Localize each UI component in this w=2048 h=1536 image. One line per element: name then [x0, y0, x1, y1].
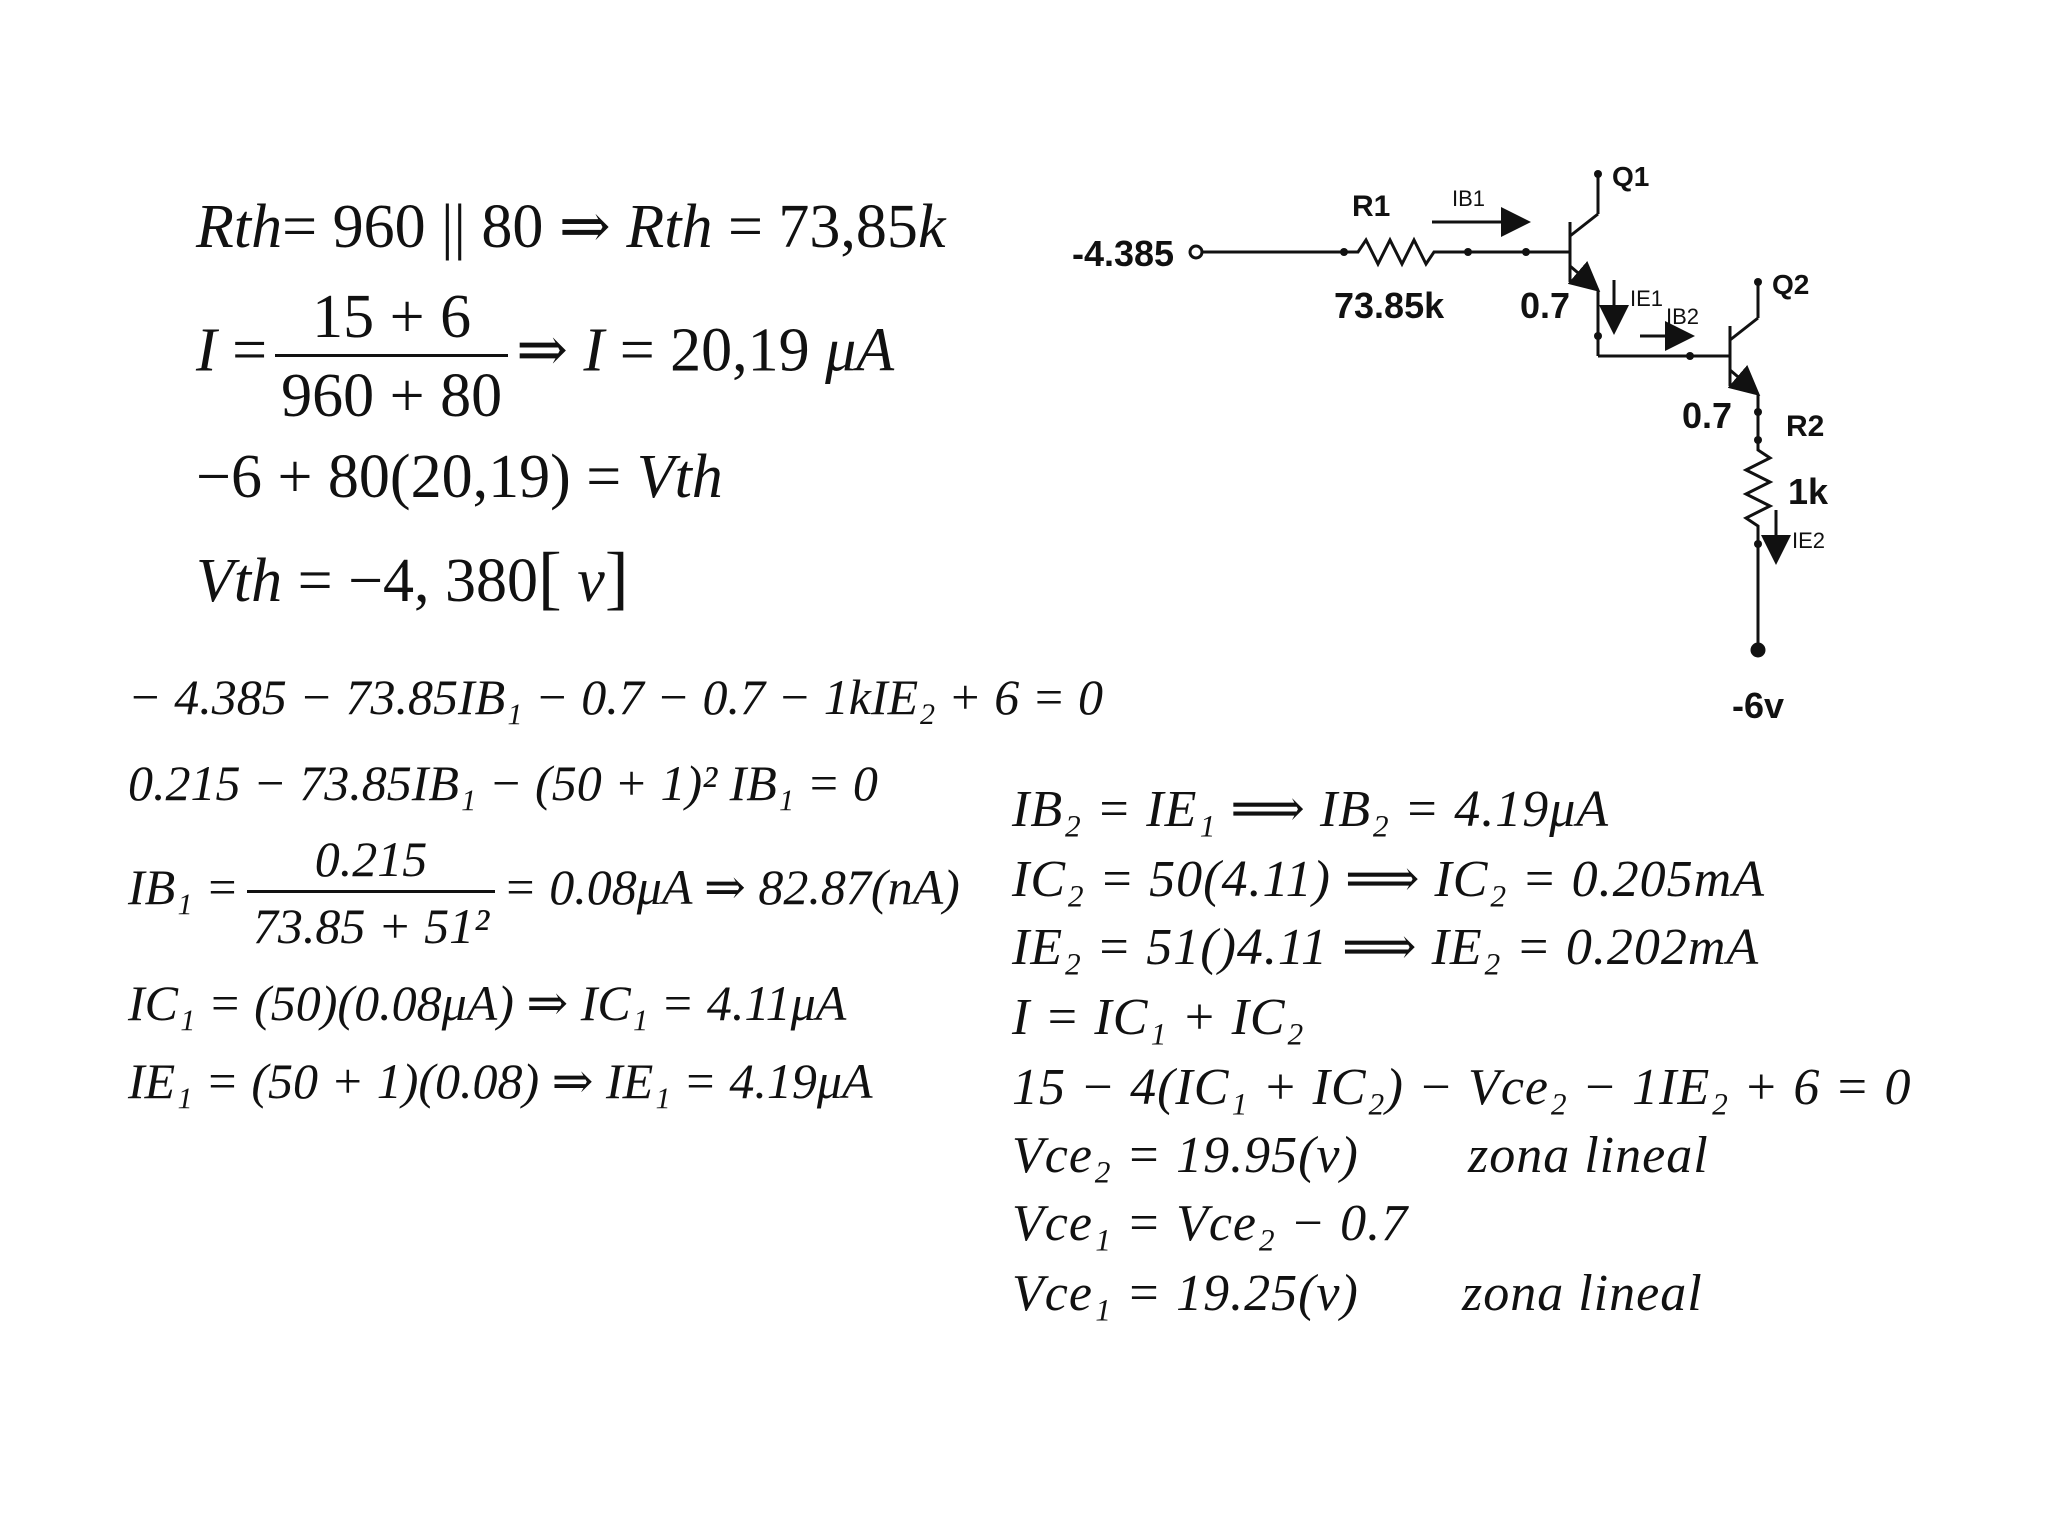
q1-emitter [1570, 266, 1598, 290]
zone-note-q2: zona lineal [1468, 1127, 1709, 1184]
kvl-expr: −6 + 80(20,19) = [196, 443, 637, 511]
r1-resistor [1344, 240, 1468, 264]
total-current-equation: I = IC₁ + IC₂ [1012, 989, 1305, 1046]
ib1-result: = 0.08μA ⇒ 82.87(nA) [503, 858, 960, 915]
vbe2-label: 0.7 [1682, 395, 1733, 436]
vce1-relation-equation: Vce₁ = Vce₂ − 0.7 [1012, 1195, 1409, 1252]
rth-unit: k [917, 193, 946, 261]
input-voltage-label: -4.385 [1072, 233, 1175, 274]
substitution-equation: 0.215 − 73.85IB₁ − (50 + 1)² IB₁ = 0 [128, 755, 878, 811]
ib1-label: IB1 [1452, 186, 1486, 211]
q2-emitter [1730, 370, 1758, 394]
ib1-numerator: 0.215 [247, 834, 495, 893]
current-unit: μA [825, 316, 895, 385]
collector-loop-equation: 15 − 4(IC₁ + IC₂) − Vce₂ − 1IE₂ + 6 = 0 [1012, 1059, 1912, 1116]
ib1-lhs: IB₁ = [128, 858, 239, 915]
current-denominator: 960 + 80 [281, 362, 503, 430]
current-lhs2: I [583, 316, 605, 385]
r1-name-label: R1 [1352, 190, 1391, 223]
ie1-label: IE1 [1630, 286, 1664, 311]
rth-expr: = 960 || 80 ⇒ [282, 193, 627, 261]
ib2-equation: IB₂ = IE₁ ⟹ IB₂ = 4.19μA [1012, 781, 1610, 838]
current-arrow: ⇒ [516, 316, 584, 385]
current-numerator: 15 + 6 [275, 286, 508, 357]
r1-value-label: 73.85k [1334, 285, 1445, 326]
vth-lhs: Vth [196, 547, 283, 615]
rth-lhs2: Rth [626, 193, 713, 261]
ie2-label: IE2 [1792, 528, 1826, 553]
r2-resistor [1746, 440, 1770, 544]
vce2-equation: Vce₂ = 19.95(v) [1012, 1127, 1359, 1184]
input-terminal [1190, 246, 1202, 258]
zone-note-q1: zona lineal [1462, 1265, 1703, 1322]
vth-equation: Vth = −4, 380[ v] [196, 538, 629, 617]
vbe1-label: 0.7 [1520, 285, 1571, 326]
vth-value: = −4, 380 [282, 547, 539, 615]
q2-collector [1730, 318, 1758, 340]
q1-label: Q1 [1612, 161, 1650, 192]
r2-name-label: R2 [1786, 410, 1825, 443]
vce1-equation: Vce₁ = 19.25(v) [1012, 1265, 1359, 1322]
current-lhs: I [196, 316, 217, 385]
ic2-equation: IC₂ = 50(4.11) ⟹ IC₂ = 0.205mA [1012, 851, 1765, 908]
ib2-label: IB2 [1666, 304, 1700, 329]
ie1-equation: IE₁ = (50 + 1)(0.08) ⇒ IE₁ = 4.19μA [128, 1053, 873, 1109]
current-value: = 20,19 [604, 316, 826, 385]
r2-value-label: 1k [1788, 471, 1829, 512]
supply-label: -6v [1732, 685, 1785, 726]
ie2-equation: IE₂ = 51()4.11 ⟹ IE₂ = 0.202mA [1012, 919, 1760, 976]
current-equation: I = $\frac{15 + 6}{960 + 80}$ ⇒ I = 20,19 μA [196, 283, 895, 430]
supply-terminal [1752, 644, 1764, 656]
q1-collector [1570, 214, 1598, 236]
ib1-denominator: 73.85 + 51² [252, 898, 490, 954]
vth-unit: v [577, 547, 605, 615]
ic1-equation: IC₁ = (50)(0.08μA) ⇒ IC₁ = 4.11μA [128, 975, 847, 1031]
kvl-rhs: Vth [636, 443, 723, 511]
rth-lhs: Rth [196, 193, 283, 261]
q2-label: Q2 [1772, 269, 1810, 300]
loop-equation: − 4.385 − 73.85IB₁ − 0.7 − 0.7 − 1kIE₂ + 6 = 0 [128, 669, 1104, 725]
rth-value: = 73,85 [712, 193, 918, 261]
